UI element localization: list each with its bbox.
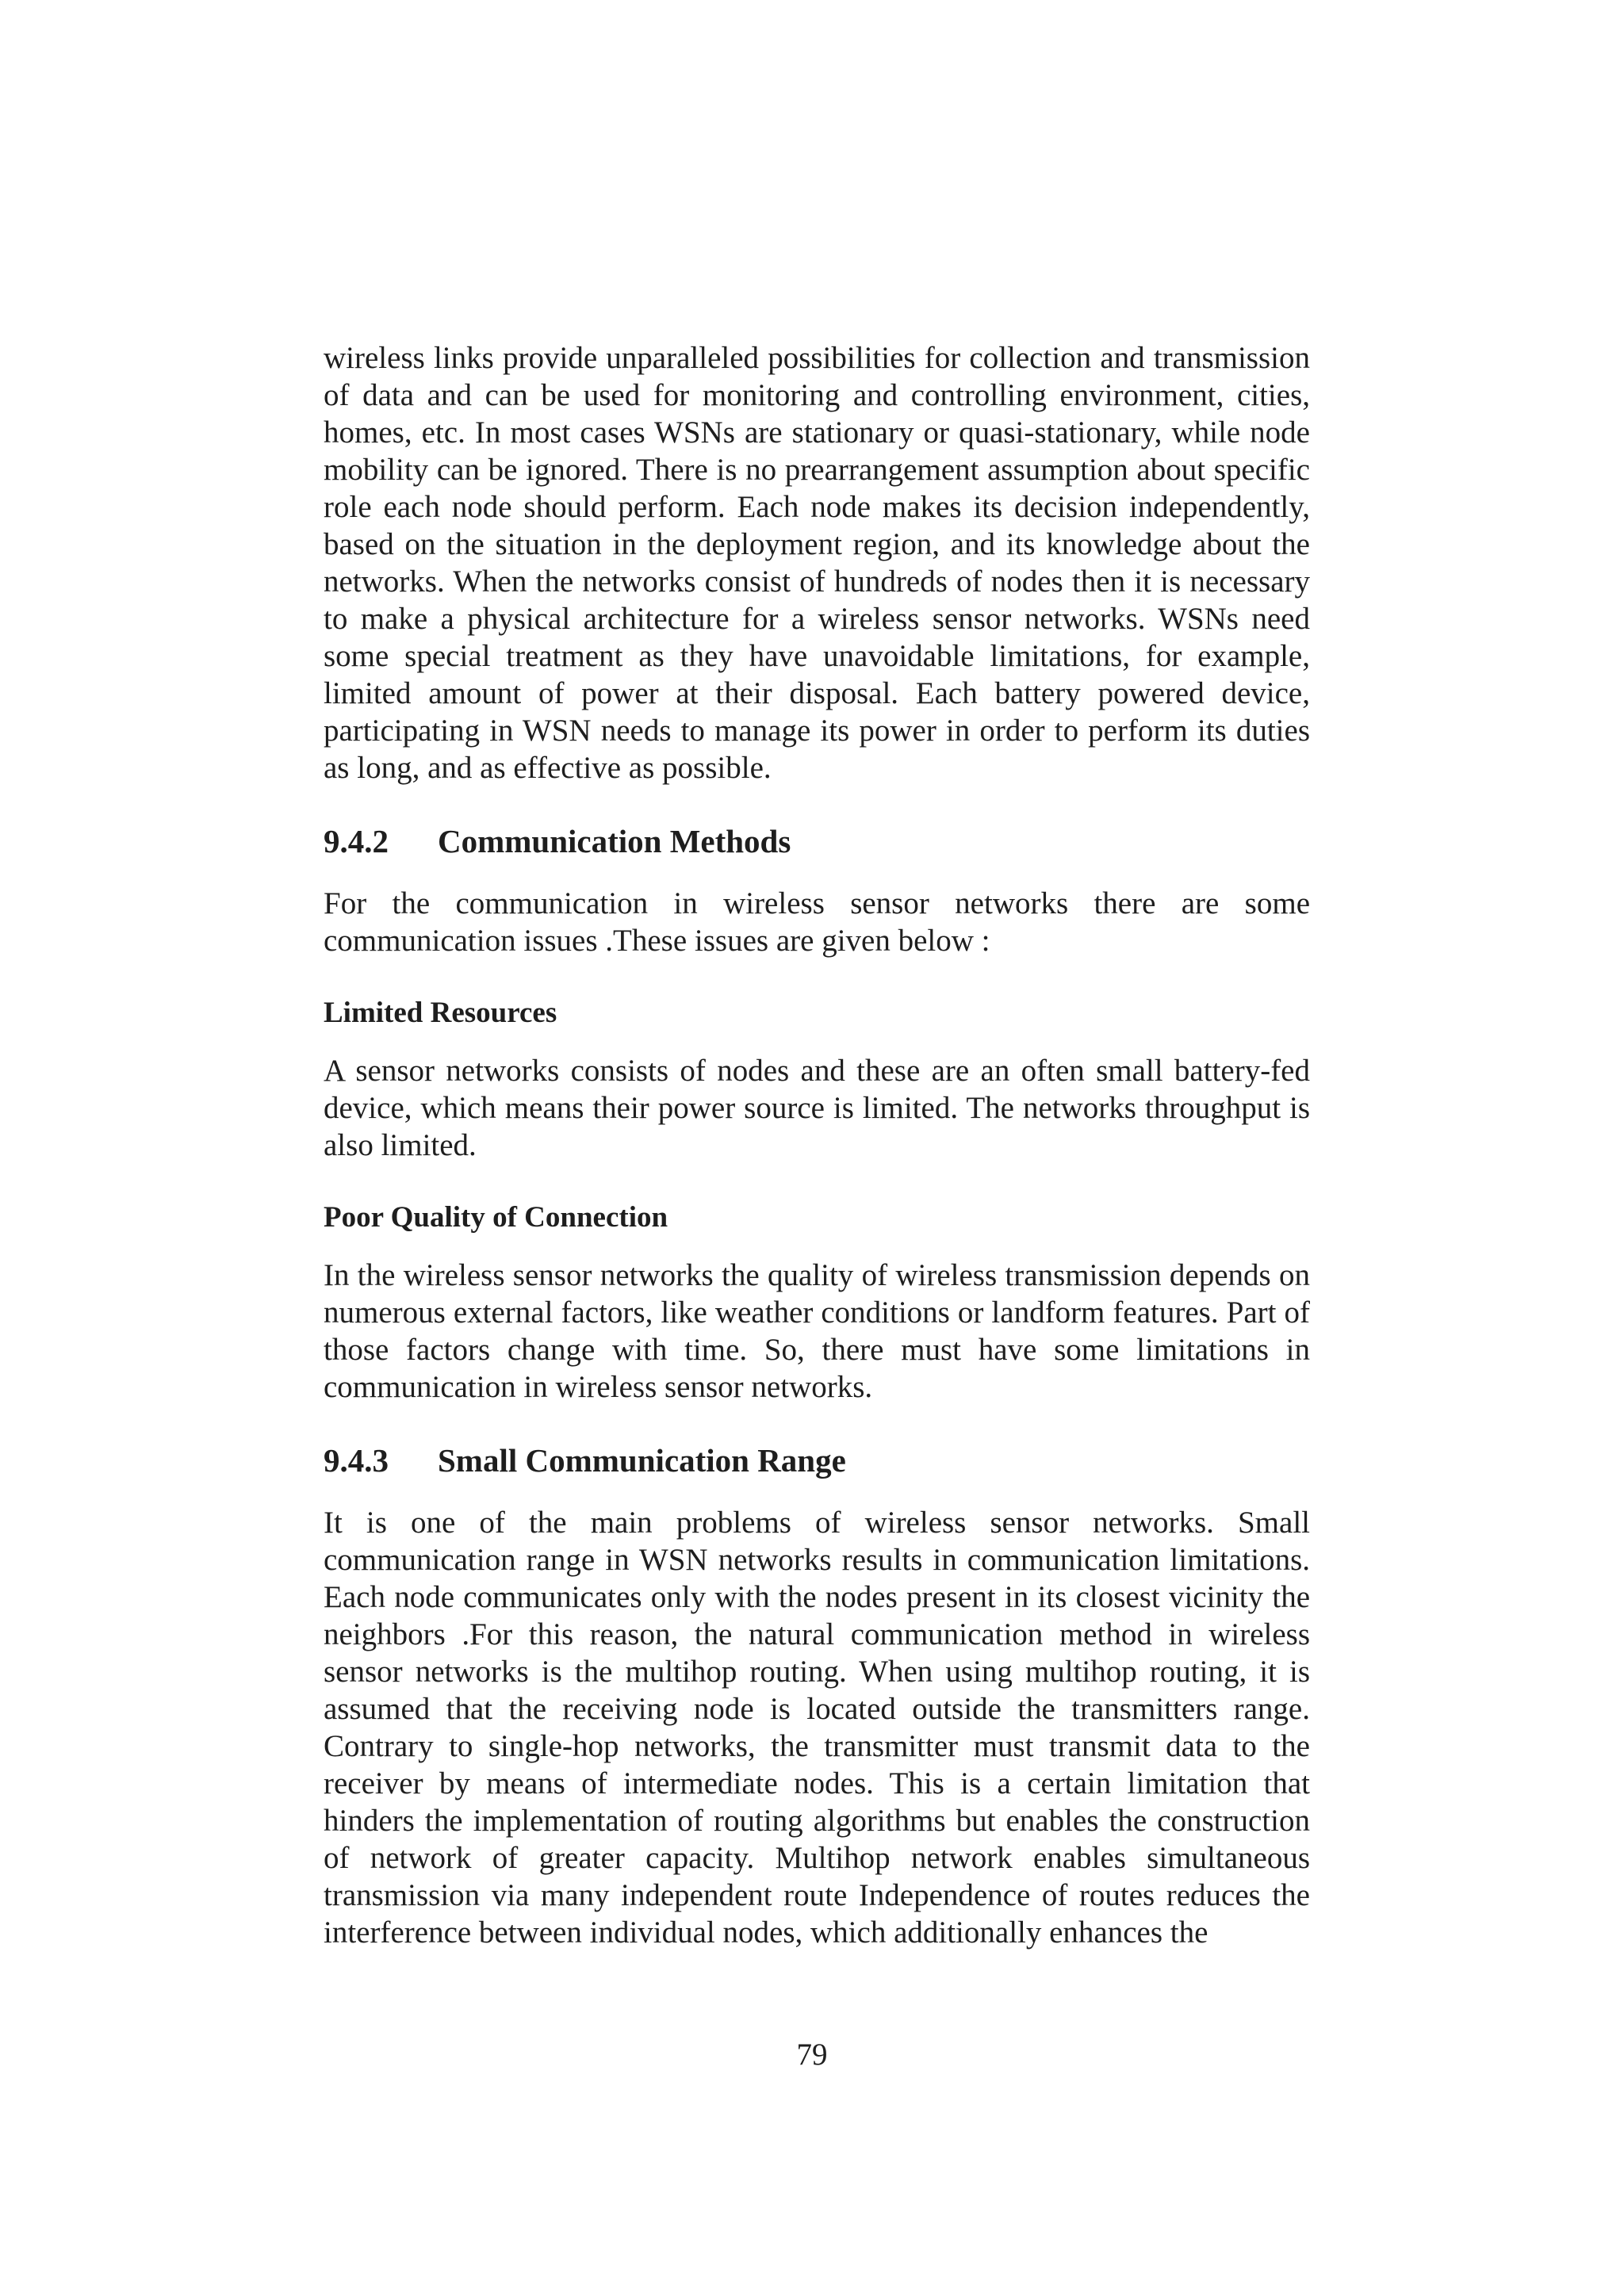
subsection-heading-limited-resources: Limited Resources xyxy=(324,997,557,1029)
page-body xyxy=(324,339,1310,1951)
section-heading-9-4-3 xyxy=(324,1441,1310,1480)
section-number: 9.4.3 xyxy=(324,1442,389,1479)
section-intro-paragraph: For the communication in wireless sensor networks there are some communication issues .These issues are given below : xyxy=(324,886,1310,958)
page-number: 79 xyxy=(796,2038,828,2072)
limited-resources-paragraph: A sensor networks consists of nodes and these are an often small battery-fed device, which means their power source is limited. The networks throughput is also limited. xyxy=(324,1054,1310,1162)
section-title: Small Communication Range xyxy=(438,1442,846,1479)
intro-paragraph: wireless links provide unparalleled possibilities for collection and transmission of data and can be used for monitoring and controlling environment, cities, homes, etc. In most cases WSNs are stationary or quasi-stationary, while node mobility can be ignored. There is no prearrangement assumption about specific role each node should perform. Each node makes its decision independently, based on the situation in the deployment region, and its knowledge about the networks. When the networks consist of hundreds of nodes then it is necessary to make a physical architecture for a wireless sensor networks. WSNs need some special treatment as they have unavoidable limitations, for example, limited amount of power at their disposal. Each battery powered device, participating in WSN needs to manage its power in order to perform its duties as long, and as effective as possible. xyxy=(324,341,1310,785)
section-heading-9-4-2 xyxy=(324,821,1310,861)
subsection-heading-poor-quality: Poor Quality of Connection xyxy=(324,1201,668,1234)
section-number: 9.4.2 xyxy=(324,823,389,859)
communication-range-paragraph: It is one of the main problems of wireless sensor networks. Small communication range in WSN networks results in communication limitations. Each node communicates only with the nodes present in its closest vicinity the neighbors .For this reason, the natural communication method in wireless sensor networks is the multihop routing. When using multihop routing, it is assumed that the receiving node is located outside the transmitters range. Contrary to single-hop networks, the transmitter must transmit data to the receiver by means of intermediate nodes. This is a certain limitation that hinders the implementation of routing algorithms but enables the construction of network of greater capacity. Multihop network enables simultaneous transmission via many independent route Independence of routes reduces the interference between individual nodes, which additionally enhances the xyxy=(324,1506,1310,1950)
poor-quality-paragraph: In the wireless sensor networks the quality of wireless transmission depends on numerous external factors, like weather conditions or landform features. Part of those factors change with time. So, there must have some limitations in communication in wireless sensor networks. xyxy=(324,1258,1310,1404)
section-title: Communication Methods xyxy=(438,823,791,859)
